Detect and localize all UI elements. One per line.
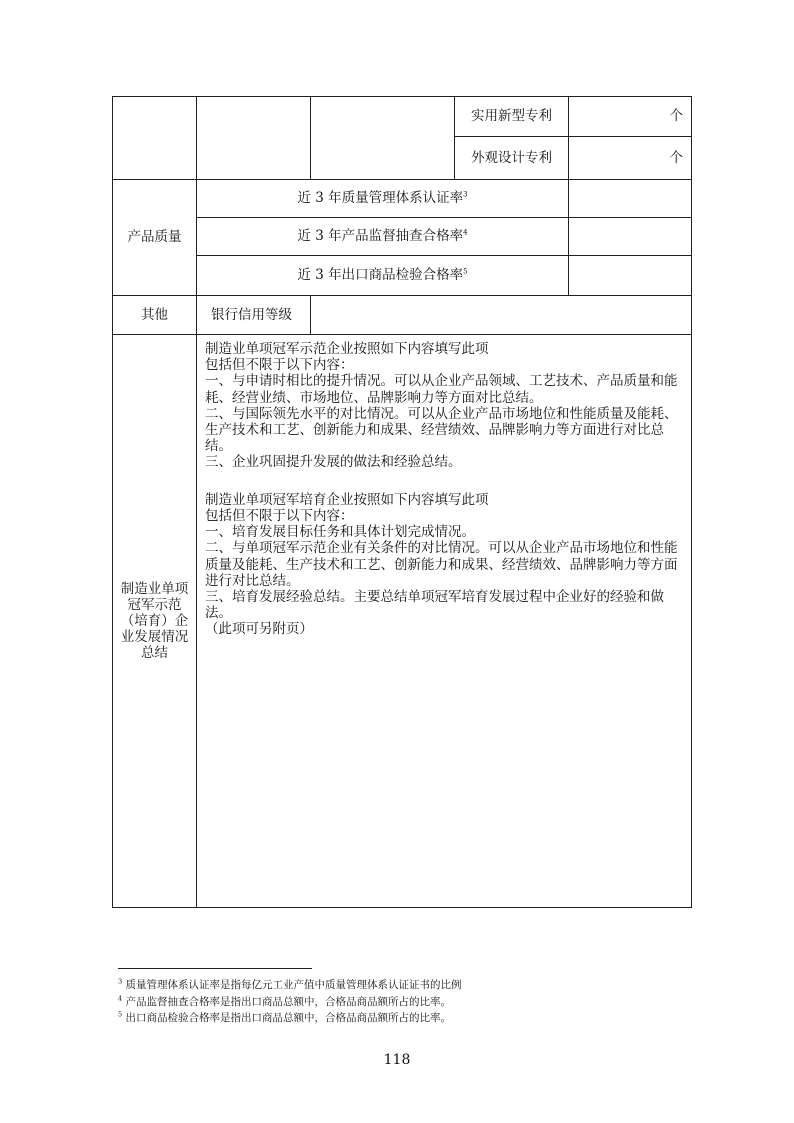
quality-row-certification [113,180,692,218]
patent-label-design: 外观设计专利 [455,137,569,180]
patent-value-utility[interactable] [569,97,692,137]
footnote-ref: 3 [463,190,468,199]
other-row [113,296,692,335]
summary-text: （此项可另附页） [205,621,313,638]
quality-label-export: 近 3 年出口商品检验合格率$^5$ [197,256,569,296]
patent-value-design[interactable] [569,137,692,180]
footnotes [118,977,698,1027]
footnote-3: $^3$ 质量管理体系认证率是指每亿元工业产值中质量管理体系认证证书的比例 [118,977,462,991]
footnote-5: $^5$ 出口商品检验合格率是指出口商品总额中，合格品商品额所占的比率。 [118,1010,451,1024]
quality-row-inspection [113,218,692,256]
quality-value-certification[interactable] [569,180,692,218]
summary-text: 制造业单项冠军培育企业按照如下内容填写此项 [205,491,489,508]
summary-text: 包括但不限于以下内容： [205,357,354,374]
patent-label-utility: 实用新型专利 [455,97,569,137]
summary-section-label: 制造业单项冠军示范（培育）企业发展情况总结 [113,335,197,908]
quality-row-export [113,256,692,296]
summary-text: 一、培育发展目标任务和具体计划完成情况。 [205,524,475,541]
summary-text: 制造业单项冠军示范企业按照如下内容填写此项 [205,341,489,357]
quality-label-inspection: 近 3 年产品监督抽查合格率$^4$ [197,218,569,256]
unit-label: 个 [669,108,683,125]
summary-text: 二、与单项冠军示范企业有关条件的对比情况。可以从企业产品市场地位和性能质量及能耗、生产技术和工艺、创新能力和成果、经营绩效、品牌影响力等方面进行对比总结。 [205,540,678,589]
application-form-table [112,96,692,908]
blank-cell [113,97,197,180]
blank-cell [311,97,455,180]
unit-label: 个 [669,149,683,166]
footnote-4: $^4$ 产品监督抽查合格率是指出口商品总额中，合格品商品额所占的比率。 [118,994,451,1008]
summary-text: 三、企业巩固提升发展的做法和经验总结。 [205,454,462,471]
quality-label-certification: 近 3 年质量管理体系认证率$^3$ [197,180,569,218]
bank-credit-label: 银行信用等级 [197,296,311,335]
quality-value-export[interactable] [569,256,692,296]
other-section-label: 其他 [113,296,197,335]
summary-row [113,335,692,908]
summary-text: 三、培育发展经验总结。主要总结单项冠军培育发展过程中企业好的经验和做法。 [205,589,664,622]
paragraph-gap [205,471,683,492]
footnote-separator [118,968,312,969]
page-number: 118 [383,1052,411,1068]
summary-content[interactable] [197,335,692,908]
blank-cell [197,97,311,180]
patent-row-utility [113,97,692,137]
summary-text: 包括但不限于以下内容： [205,508,354,525]
quality-value-inspection[interactable] [569,218,692,256]
summary-text: 一、与申请时相比的提升情况。可以从企业产品领域、工艺技术、产品质量和能耗、经营业绩、市场地位、品牌影响力等方面对比总结。 [205,373,678,406]
footnote-ref: 4 [463,228,468,237]
bank-credit-value[interactable] [311,296,692,335]
footnote-ref: 5 [463,267,468,276]
summary-text: 二、与国际领先水平的对比情况。可以从企业产品市场地位和性能质量及能耗、生产技术和工艺、创新能力和成果、经营绩效、品牌影响力等方面进行对比总结。 [205,405,678,455]
quality-section-label: 产品质量 [113,180,197,296]
